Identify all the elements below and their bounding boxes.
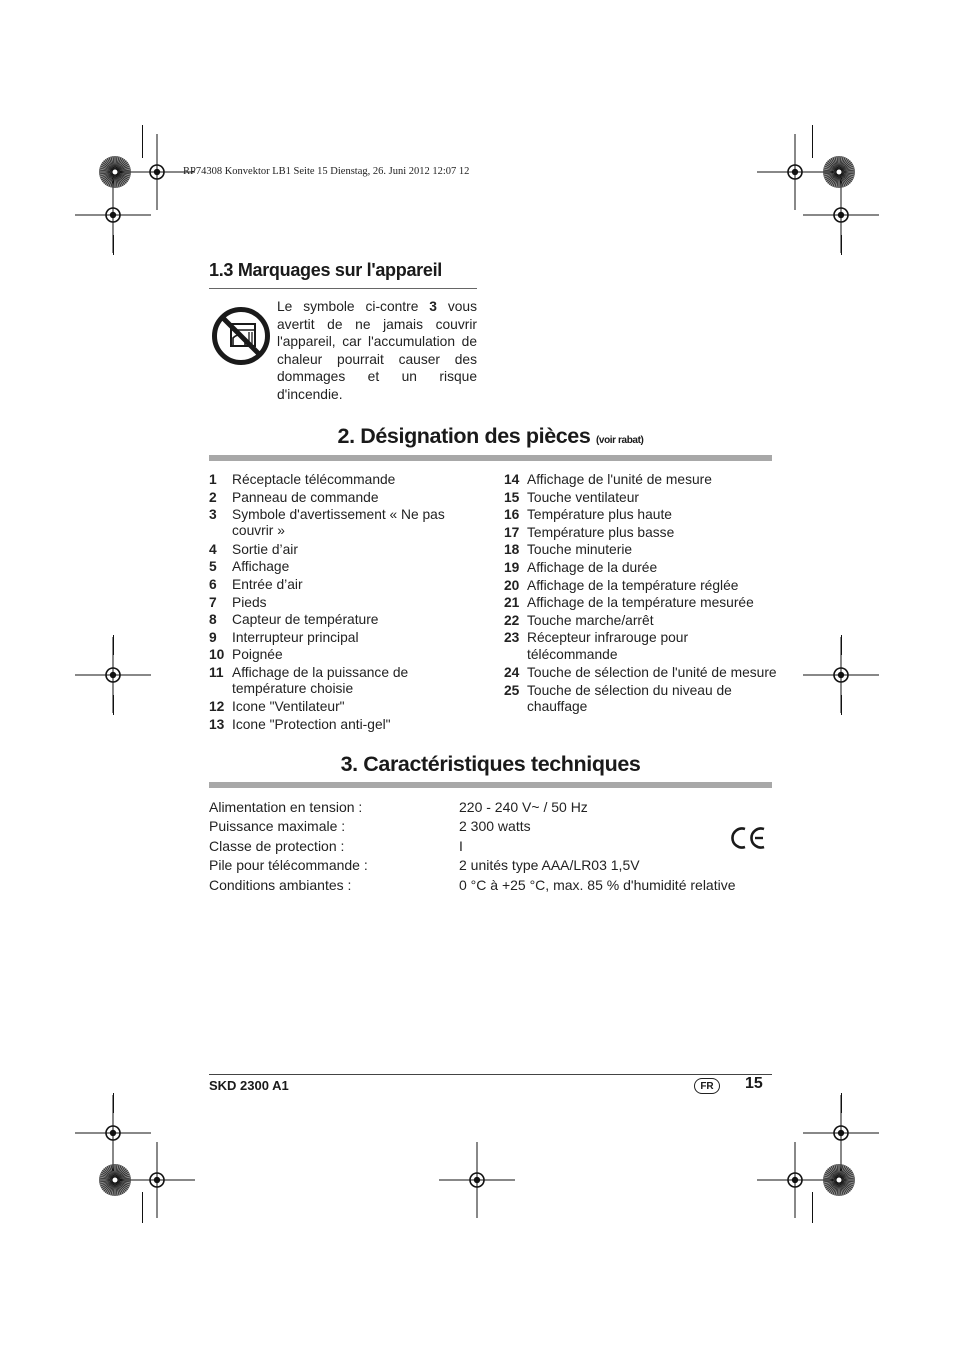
spec-row bbox=[209, 799, 769, 818]
spec-row bbox=[209, 838, 769, 857]
part-number: 18 bbox=[504, 542, 520, 558]
part-label: Affichage de l'unité de mesure bbox=[527, 472, 712, 487]
part-label: Icone "Ventilateur" bbox=[232, 699, 345, 715]
part-number: 13 bbox=[209, 717, 225, 732]
part-label: Entrée d’air bbox=[232, 576, 303, 592]
spec-value: 220 - 240 V~ / 50 Hz bbox=[459, 799, 588, 815]
part-label: Affichage de la température réglée bbox=[527, 577, 739, 593]
part-label: Pieds bbox=[232, 594, 267, 610]
page-number: 15 bbox=[745, 1075, 763, 1092]
section-2-bar bbox=[209, 455, 772, 461]
do-not-cover-icon bbox=[211, 306, 271, 366]
part-number: 4 bbox=[209, 541, 217, 557]
warning-text-start: Le symbole ci-contre bbox=[277, 299, 430, 314]
part-number: 6 bbox=[209, 576, 217, 592]
parts-list-left bbox=[209, 472, 499, 742]
registration-mark-icon bbox=[437, 1140, 517, 1220]
spec-table bbox=[209, 799, 769, 899]
part-label: Icone "Protection anti-gel" bbox=[232, 717, 391, 732]
crop-mark bbox=[812, 125, 813, 158]
section-2-title-text: 2. Désignation des pièces bbox=[337, 424, 591, 448]
part-label: Touche ventilateur bbox=[527, 489, 639, 505]
part-label: Symbole d'avertissement « Ne pas couvrir » bbox=[232, 507, 445, 539]
part-label: Récepteur infrarouge pour télécommande bbox=[527, 630, 689, 662]
spec-key: Conditions ambiantes : bbox=[209, 876, 352, 893]
part-number: 25 bbox=[504, 682, 520, 698]
warning-text-end: vous avertit de ne jamais couvrir l'appareil, car l'accumulation de chaleur pourrait causer des dommages et un risque d'incendie. bbox=[277, 299, 477, 402]
crop-mark bbox=[113, 1093, 114, 1113]
spec-key: Alimentation en tension : bbox=[209, 799, 363, 815]
part-number: 15 bbox=[504, 489, 520, 505]
part-number: 5 bbox=[209, 559, 217, 575]
registration-mark-icon bbox=[755, 1140, 835, 1220]
part-number: 23 bbox=[504, 630, 520, 646]
part-number: 10 bbox=[209, 647, 225, 663]
crop-mark bbox=[113, 695, 114, 715]
spec-value: 0 °C à +25 °C, max. 85 % d'humidité relative bbox=[459, 876, 736, 893]
spec-row bbox=[209, 818, 769, 837]
part-number: 21 bbox=[504, 595, 520, 611]
part-label: Température plus basse bbox=[527, 524, 675, 540]
warning-ref-number: 3 bbox=[429, 299, 437, 314]
part-label: Affichage de la puissance de température choisie bbox=[232, 664, 409, 697]
part-number: 3 bbox=[209, 507, 217, 523]
part-label: Affichage bbox=[232, 559, 290, 575]
part-number: 22 bbox=[504, 612, 520, 628]
section-3-title: 3. Caractéristiques techniques bbox=[340, 752, 641, 776]
footer-rule bbox=[209, 1074, 772, 1075]
part-number: 12 bbox=[209, 699, 225, 715]
section-3-bar bbox=[209, 782, 772, 788]
spec-value: 2 unités type AAA/LR03 1,5V bbox=[459, 857, 640, 874]
part-label: Touche minuterie bbox=[527, 542, 633, 558]
part-number: 2 bbox=[209, 489, 217, 505]
section-1-3-title: 1.3 Marquages sur l'appareil bbox=[209, 260, 442, 280]
part-label: Affichage de la température mesurée bbox=[527, 595, 754, 611]
registration-mark-icon bbox=[117, 1140, 197, 1220]
spec-key: Puissance maximale : bbox=[209, 818, 346, 835]
spec-row bbox=[209, 857, 769, 876]
part-label: Interrupteur principal bbox=[232, 629, 359, 645]
spec-value: 2 300 watts bbox=[459, 818, 531, 835]
part-label: Poignée bbox=[232, 647, 283, 663]
section-2-title bbox=[209, 424, 772, 449]
crop-mark bbox=[113, 635, 114, 655]
print-header: RP74308 Konvektor LB1 Seite 15 Dienstag, 26. Juni 2012 12:07 12 bbox=[183, 166, 470, 177]
part-label: Affichage de la durée bbox=[527, 560, 658, 575]
part-number: 20 bbox=[504, 577, 520, 593]
crop-mark bbox=[841, 1093, 842, 1113]
model-number: SKD 2300 A1 bbox=[209, 1078, 289, 1093]
part-number: 11 bbox=[209, 664, 224, 680]
part-label: Capteur de température bbox=[232, 612, 379, 628]
crop-mark bbox=[841, 695, 842, 715]
part-number: 24 bbox=[504, 664, 520, 680]
crop-mark bbox=[142, 1192, 143, 1223]
crop-mark bbox=[142, 125, 143, 158]
part-label: Température plus haute bbox=[527, 507, 672, 523]
part-label: Réceptacle télécommande bbox=[232, 472, 396, 487]
spec-value: I bbox=[459, 837, 463, 854]
section-1-3-rule bbox=[209, 288, 477, 289]
part-number: 14 bbox=[504, 472, 520, 487]
part-number: 17 bbox=[504, 524, 520, 540]
crop-mark bbox=[841, 635, 842, 655]
part-number: 16 bbox=[504, 507, 520, 523]
warning-paragraph bbox=[277, 298, 477, 404]
part-number: 8 bbox=[209, 612, 217, 628]
part-label: Sortie d’air bbox=[232, 541, 298, 557]
part-number: 7 bbox=[209, 594, 217, 610]
part-number: 19 bbox=[504, 560, 520, 575]
part-label: Touche de sélection de l'unité de mesure bbox=[527, 664, 777, 680]
crop-mark bbox=[812, 1192, 813, 1223]
spec-key: Pile pour télécommande : bbox=[209, 857, 368, 874]
spec-row bbox=[209, 877, 769, 896]
part-label: Panneau de commande bbox=[232, 489, 379, 505]
spec-key: Classe de protection : bbox=[209, 837, 345, 854]
crop-mark bbox=[113, 235, 114, 255]
part-number: 9 bbox=[209, 629, 217, 645]
section-2-note: (voir rabat) bbox=[596, 435, 644, 446]
ce-mark-icon bbox=[728, 826, 768, 850]
parts-list-right bbox=[504, 472, 777, 722]
part-label: Touche de sélection du niveau de chauffage bbox=[527, 682, 732, 714]
part-label: Touche marche/arrêt bbox=[527, 612, 654, 628]
language-badge: FR bbox=[694, 1078, 720, 1094]
part-number: 1 bbox=[209, 472, 217, 487]
crop-mark bbox=[841, 235, 842, 255]
